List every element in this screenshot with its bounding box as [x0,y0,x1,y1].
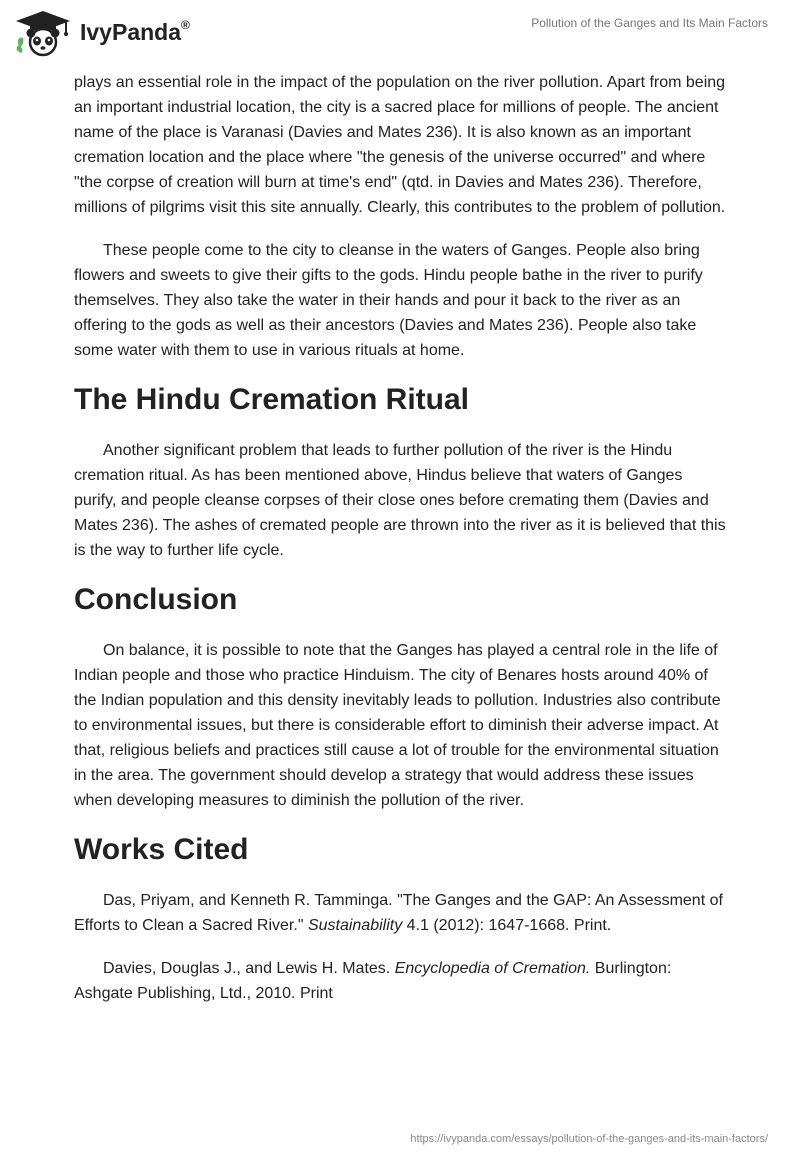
article-body [74,70,726,1024]
paragraph: plays an essential role in the impact of the population on the river pollution. Apart from being an important industrial location, the city is a sacred place for millions of people. The ancient name of the place is Varanasi (Davies and Mates 236). It is also known as an important cremation location and the place where "the genesis of the universe occurred" and where "the corpse of creation will burn at time's end" (qtd. in Davies and Mates 236). Therefore, millions of pilgrims visit this site annually. Clearly, this contributes to the problem of pollution. [74,74,726,216]
page-header [0,0,800,70]
section-heading-conclusion: Conclusion [74,583,238,616]
source-url[interactable]: https://ivypanda.com/essays/pollution-of-the-ganges-and-its-main-factors/ [410,1133,768,1145]
paragraph: These people come to the city to cleanse in the waters of Ganges. People also bring flowers and sweets to give their gifts to the gods. Hindu people bathe in the river to purify themselves. They also take the water in their hands and pour it back to the river as an offering to the gods as well as their ancestors (Davies and Mates 236). People also take some water with them to use in various rituals at home. [74,242,703,359]
brand-name[interactable]: IvyPanda® [80,18,190,45]
paragraph: Another significant problem that leads to further pollution of the river is the Hindu cremation ritual. As has been mentioned above, Hindus believe that waters of Ganges purify, and people cleanse corpses of their close ones before cremating them (Davies and Mates 236). The ashes of cremated people are thrown into the river as it is believed that this is the way to further life cycle. [74,442,726,559]
section-heading-cremation: The Hindu Cremation Ritual [74,383,470,416]
document-title: Pollution of the Ganges and Its Main Factors [531,16,768,30]
citation-entry: Davies, Douglas J., and Lewis H. Mates. Encyclopedia of Cremation. Burlington: Ashgate Publishing, Ltd., 2010. Print [74,960,672,1002]
paragraph: On balance, it is possible to note that the Ganges has played a central role in the life of Indian people and those who practice Hinduism. The city of Benares hosts around 40% of the Indian population and this density inevitably leads to pollution. Industries also contribute to environmental issues, but there is considerable effort to diminish their adverse impact. At that, religious beliefs and practices still cause a lot of trouble for the environmental situation in the area. The government should develop a strategy that would address these issues when developing measures to diminish the pollution of the river. [74,642,721,809]
section-heading-works-cited: Works Cited [74,833,249,866]
panda-logo-icon[interactable] [12,9,74,57]
citation-entry: Das, Priyam, and Kenneth R. Tamminga. "The Ganges and the GAP: An Assessment of Efforts to Clean a Sacred River." Sustainability 4.1 (2012): 1647-1668. Print. [74,892,723,934]
